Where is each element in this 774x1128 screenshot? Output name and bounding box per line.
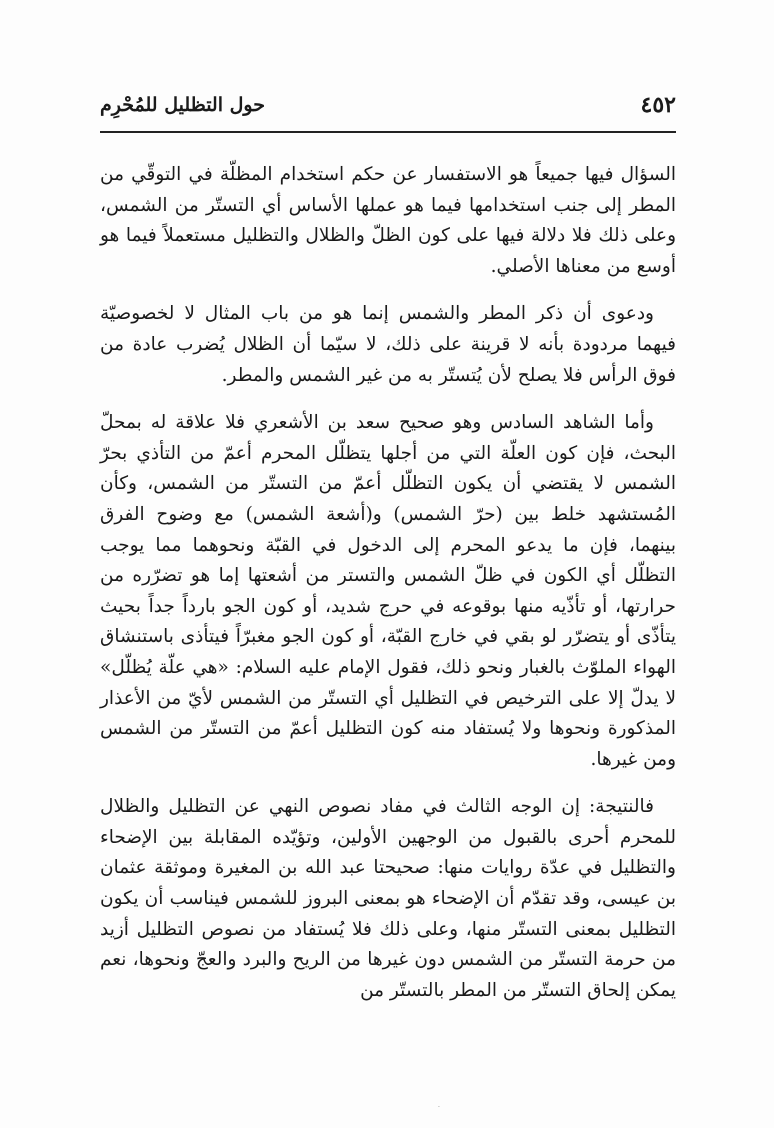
paragraph-4: فالنتيجة: إن الوجه الثالث في مفاد نصوص النهي عن التظليل والظلال للمحرم أحرى بالقبول من الوجهين الأولين، وتؤيّده المقابلة بين الإضحاء والتظليل في عدّة روايات منها: صحيحتا عبد الله بن المغيرة وموثقة عثمان بن عيسى، وقد تقدّم أن الإضحاء هو بمعنى البروز للشمس فيناسب أن يكون التظليل بمعنى التستّر منها، وعلى ذلك فلا يُستفاد من نصوص التظليل أزيد من حرمة التستّر من الشمس دون غيرها من الريح والبرد والعجّ ونحوها، نعم يمكن إلحاق التستّر من المطر بالتستّر من — [100, 796, 676, 1001]
paragraph-1: السؤال فيها جميعاً هو الاستفسار عن حكم استخدام المظلّة في التوقّي من المطر إلى جنب استخدامها فيما هو عملها الأساس أي التستّر من الشمس، وعلى ذلك فلا دلالة فيها على كون الظلّ والظلال والتظليل مستعملاً فيما هو أوسع من معناها الأصلي. — [100, 164, 676, 277]
page-number: ٤٥٢ — [640, 92, 676, 118]
paragraph-2: ودعوى أن ذكر المطر والشمس إنما هو من باب المثال لا لخصوصيّة فيهما مردودة بأنه لا قرينة على ذلك، لا سيّما أن الظلال يُضرب عادة من فوق الرأس فلا يصلح لأن يُتستّر به من غير الشمس والمطر. — [100, 303, 676, 386]
body-text — [100, 160, 676, 1023]
running-title: حول التظليل للمُحْرِم — [100, 94, 265, 116]
page-header — [100, 86, 676, 126]
header-rule — [100, 131, 676, 133]
scan-speck: · — [438, 1104, 440, 1111]
paragraph-3: وأما الشاهد السادس وهو صحيح سعد بن الأشعري فلا علاقة له بمحلّ البحث، فإن كون العلّة التي من أجلها يتظلّل المحرم أعمّ من التأذي بحرّ الشمس لا يقتضي أن يكون التظلّل أعمّ من التستّر من الشمس، وكأن المُستشهد خلط بين (حرّ الشمس) و(أشعة الشمس) مع وضوح الفرق بينهما، فإن ما يدعو المحرم إلى الدخول في القبّة ونحوهما مما يوجب التظلّل أي الكون في ظلّ الشمس والتستر من أشعتها إما هو تضرّره من حرارتها، أو تأذّيه منها بوقوعه في حرج شديد، أو كون الجو بارداً جداً بحيث يتأذّى أو يتضرّر لو بقي في خارج القبّة، أو كون الجو مغبرّاً فيتأذى باستنشاق الهواء الملوّث بالغبار ونحو ذلك، فقول الإمام عليه السلام: «هي علّة يُظلّل» لا يدلّ إلا على الترخيص في التظليل أي التستّر من الشمس لأيّ من الأعذار المذكورة ونحوها ولا يُستفاد منه كون التظليل أعمّ من التستّر من الشمس ومن غيرها. — [100, 412, 676, 770]
